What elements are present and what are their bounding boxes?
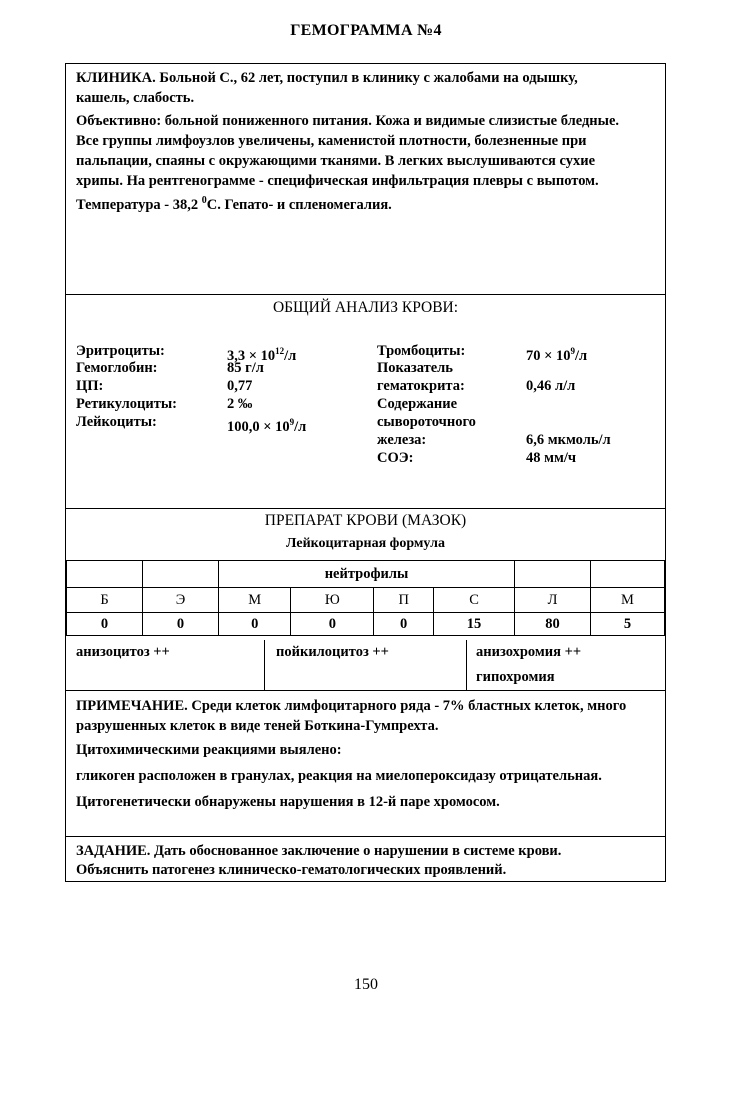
value-iron: 6,6 мкмоль/л <box>526 432 611 448</box>
value-hematocrit: 0,46 л/л <box>526 378 576 394</box>
value-eosinophils: 0 <box>143 613 219 636</box>
table-cell <box>143 561 219 588</box>
page-title: ГЕМОГРАММА №4 <box>290 22 442 39</box>
value-metamyelocytes: 0 <box>291 613 374 636</box>
header-monocytes: М <box>591 588 665 613</box>
note-line-1: ПРИМЕЧАНИЕ. Среди клеток лимфоцитарного ряда - 7% бластных клеток, много <box>76 698 627 714</box>
label-hemoglobin: Гемоглобин: <box>76 360 158 376</box>
label-esr: СОЭ: <box>377 450 414 466</box>
smear-heading: ПРЕПАРАТ КРОВИ (МАЗОК) <box>264 512 467 529</box>
divider <box>66 508 665 509</box>
value-leukocytes: $100,0 \times 10^9/л$ <box>227 417 307 435</box>
value-band: 0 <box>374 613 434 636</box>
note-line-3: Цитохимическими реакциями выялено: <box>76 742 342 758</box>
leukocyte-formula-heading: Лейкоцитарная формула <box>286 536 445 551</box>
value-monocytes: 5 <box>591 613 665 636</box>
value-hemoglobin: 85 г/л <box>227 360 264 376</box>
header-myelocytes: М <box>219 588 291 613</box>
label-erythrocytes: Эритроциты: <box>76 343 165 359</box>
divider <box>264 640 265 690</box>
anisocytosis: анизоцитоз ++ <box>76 644 170 660</box>
value-reticulocytes: 2 ‰ <box>227 396 253 412</box>
header-lymphocytes: Л <box>515 588 591 613</box>
header-metamyelocytes: Ю <box>291 588 374 613</box>
value-basophils: 0 <box>67 613 143 636</box>
anisochromia: анизохромия ++ <box>476 644 582 660</box>
task-line-2: Объяснить патогенез клиническо-гематологических проявлений. <box>76 862 507 878</box>
header-segmented: С <box>434 588 515 613</box>
table-cell <box>515 561 591 588</box>
objective-line-3: пальпации, спаяны с окружающими тканями. В легких выслушиваются сухие <box>76 153 596 169</box>
header-basophils: Б <box>67 588 143 613</box>
table-cell <box>67 561 143 588</box>
label-hematocrit-1: Показатель <box>377 360 453 376</box>
divider <box>66 690 665 691</box>
note-line-2: разрушенных клеток в виде теней Боткина-Гумпрехта. <box>76 718 439 734</box>
note-line-4: гликоген расположен в гранулах, реакция на миелопероксидазу отрицательная. <box>76 768 602 784</box>
label-iron-1: Содержание <box>377 396 458 412</box>
header-eosinophils: Э <box>143 588 219 613</box>
divider <box>466 640 467 690</box>
clinic-line-1: КЛИНИКА. Больной С., 62 лет, поступил в клинику с жалобами на одышку, <box>76 70 578 86</box>
morphology-row <box>66 640 665 690</box>
value-platelets: $70 \times 10^9/л$ <box>526 346 588 364</box>
blood-heading: ОБЩИЙ АНАЛИЗ КРОВИ: <box>272 299 459 316</box>
label-cp: ЦП: <box>76 378 104 394</box>
note-line-5: Цитогенетически обнаружены нарушения в 12-й паре хромосом. <box>76 794 500 810</box>
label-hematocrit-2: гематокрита: <box>377 378 465 394</box>
value-erythrocytes: $3,3 \times 10^{12}/л$ <box>227 346 297 364</box>
label-platelets: Тромбоциты: <box>377 343 466 359</box>
clinic-line-2: кашель, слабость. <box>76 90 195 106</box>
page-number: 150 <box>354 976 378 993</box>
label-iron-2: сывороточного <box>377 414 476 430</box>
value-lymphocytes: 80 <box>515 613 591 636</box>
value-segmented: 15 <box>434 613 515 636</box>
hypochromia: гипохромия <box>476 669 555 685</box>
case-frame <box>65 63 666 882</box>
leukocyte-formula-table <box>66 560 665 636</box>
label-reticulocytes: Ретикулоциты: <box>76 396 177 412</box>
value-myelocytes: 0 <box>219 613 291 636</box>
label-iron-3: железа: <box>377 432 427 448</box>
value-esr: 48 мм/ч <box>526 450 577 466</box>
divider <box>66 836 665 837</box>
label-leukocytes: Лейкоциты: <box>76 414 157 430</box>
objective-line-1: Объективно: больной пониженного питания. Кожа и видимые слизистые бледные. <box>76 113 620 129</box>
objective-line-2: Все группы лимфоузлов увеличены, каменистой плотности, болезненные при <box>76 133 587 149</box>
table-cell <box>591 561 665 588</box>
task-line-1: ЗАДАНИЕ. Дать обоснованное заключение о нарушении в системе крови. <box>76 843 562 859</box>
neutrophils-header: нейтрофилы <box>219 561 515 588</box>
header-band: П <box>374 588 434 613</box>
objective-line-4: хрипы. На рентгенограмме - специфическая инфильтрация плевры с выпотом. <box>76 173 599 189</box>
temperature-line: Температура - 38,2 $^0$С. Гепато- и спленомегалия. <box>76 195 392 213</box>
divider <box>66 294 665 295</box>
value-cp: 0,77 <box>227 378 253 394</box>
poikilocytosis: пойкилоцитоз ++ <box>276 644 389 660</box>
